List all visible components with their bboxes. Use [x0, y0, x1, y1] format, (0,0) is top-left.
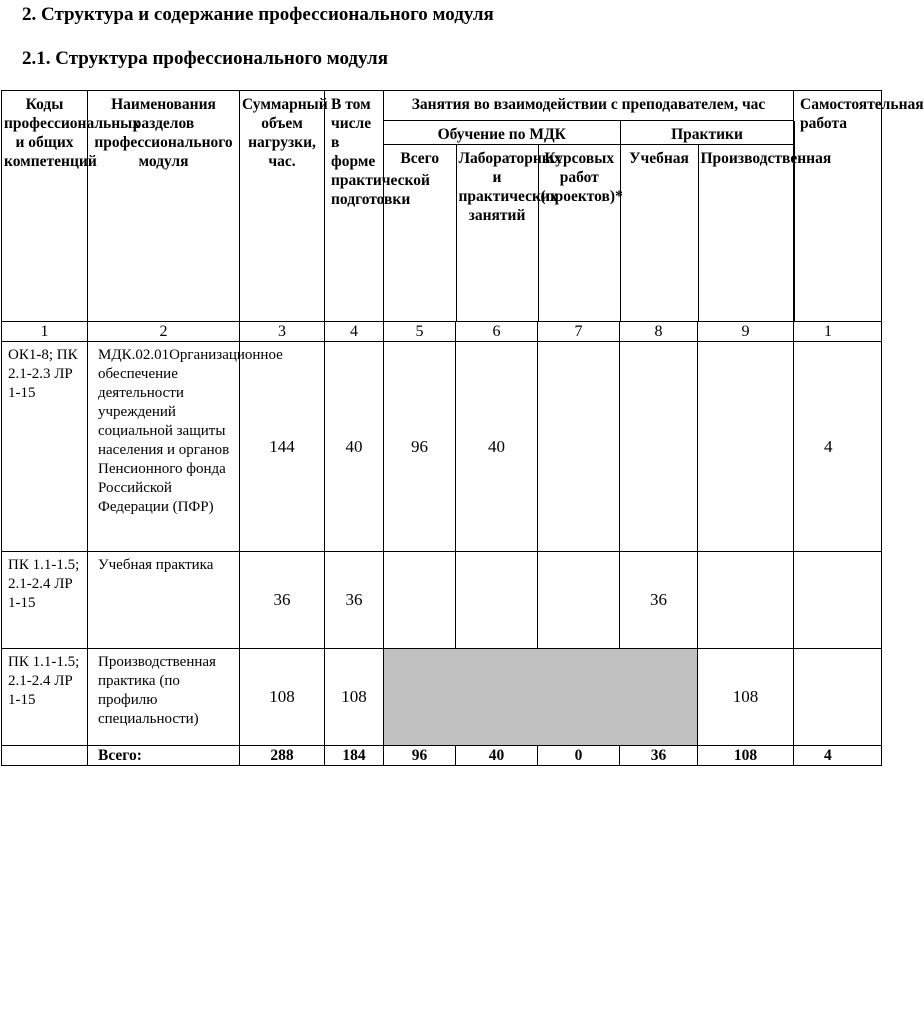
index-cell: 4 — [325, 321, 384, 341]
cell-shaded-block — [384, 648, 698, 745]
cell-empty — [2, 745, 88, 765]
cell-total-load: 108 — [240, 648, 325, 745]
index-cell: 2 — [88, 321, 240, 341]
cell-practical-form: 40 — [325, 341, 384, 551]
header-mdk-subtable — [384, 121, 621, 321]
module-structure-table-wrapper — [0, 90, 924, 780]
totals-total: 96 — [384, 745, 456, 765]
cell-codes: ПК 1.1-1.5; 2.1-2.4 ЛР 1-15 — [2, 648, 88, 745]
cell-industrial — [698, 551, 794, 648]
header-interaction: Занятия во взаимодействии с преподавателем, час — [384, 91, 794, 121]
index-cell: 1 — [794, 321, 882, 341]
totals-self-work: 4 — [794, 745, 882, 765]
cell-educational: 36 — [620, 551, 698, 648]
index-cell: 1 — [2, 321, 88, 341]
header-practices-subtable — [620, 121, 832, 321]
cell-total — [384, 551, 456, 648]
index-cell: 6 — [456, 321, 538, 341]
table-row-totals — [2, 745, 882, 765]
header-practices-group — [620, 121, 832, 322]
header-total-load: Суммарный объем нагрузки, час. — [240, 91, 325, 322]
table-row-industrial-practice — [2, 648, 882, 745]
cell-lab — [456, 551, 538, 648]
header-practical-form: В том числе в форме практической подготовки — [325, 91, 384, 322]
header-practices: Практики — [620, 121, 794, 145]
cell-section-name: Производственная практика (по профилю специальности) — [88, 648, 240, 745]
header-educational: Учебная — [620, 145, 698, 321]
cell-lab: 40 — [456, 341, 538, 551]
header-codes: Коды профессиональных и общих компетенций — [2, 91, 88, 322]
cell-practical-form: 108 — [325, 648, 384, 745]
header-mdk-group — [384, 121, 623, 322]
index-cell: 7 — [538, 321, 620, 341]
cell-total-load: 144 — [240, 341, 325, 551]
cell-codes: ПК 1.1-1.5; 2.1-2.4 ЛР 1-15 — [2, 551, 88, 648]
cell-educational — [620, 341, 698, 551]
header-lab: Лабораторных и практических занятий — [456, 145, 538, 321]
index-cell: 5 — [384, 321, 456, 341]
section-heading: 2. Структура и содержание профессионального модуля — [22, 4, 494, 25]
module-structure-table — [1, 90, 924, 766]
header-self-work: Самостоятельная работа — [794, 91, 882, 322]
cell-codes: ОК1-8; ПК 2.1-2.3 ЛР 1-15 — [2, 341, 88, 551]
cell-section-name: Учебная практика — [88, 551, 240, 648]
cell-self-work — [794, 551, 882, 648]
table-row-educational-practice — [2, 551, 882, 648]
cell-industrial — [698, 341, 794, 551]
totals-total-load: 288 — [240, 745, 325, 765]
index-cell: 8 — [620, 321, 698, 341]
subsection-heading: 2.1. Структура профессионального модуля — [22, 48, 388, 69]
totals-educational: 36 — [620, 745, 698, 765]
header-mdk-training: Обучение по МДК — [384, 121, 620, 145]
cell-self-work: 4 — [794, 341, 882, 551]
totals-lab: 40 — [456, 745, 538, 765]
cell-coursework — [538, 341, 620, 551]
cell-industrial: 108 — [698, 648, 794, 745]
cell-total-load: 36 — [240, 551, 325, 648]
index-cell: 9 — [698, 321, 794, 341]
cell-section-name: МДК.02.01Организационное обеспечение деятельности учреждений социальной защиты населения и органов Пенсионного фонда Российской Федерации (ПФР) — [88, 341, 240, 551]
cell-practical-form: 36 — [325, 551, 384, 648]
index-cell: 3 — [240, 321, 325, 341]
header-sections: Наименования разделов профессионального модуля — [88, 91, 240, 322]
header-total: Всего — [384, 145, 456, 321]
cell-coursework — [538, 551, 620, 648]
cell-self-work — [794, 648, 882, 745]
cell-total: 96 — [384, 341, 456, 551]
totals-coursework: 0 — [538, 745, 620, 765]
header-row-1 — [2, 91, 882, 121]
index-row — [2, 321, 882, 341]
table-row-mdk — [2, 341, 882, 551]
totals-industrial: 108 — [698, 745, 794, 765]
totals-label: Всего: — [88, 745, 240, 765]
header-coursework: Курсовых работ (проектов)* — [538, 145, 620, 321]
header-industrial: Производственная — [698, 145, 794, 321]
totals-practical-form: 184 — [325, 745, 384, 765]
